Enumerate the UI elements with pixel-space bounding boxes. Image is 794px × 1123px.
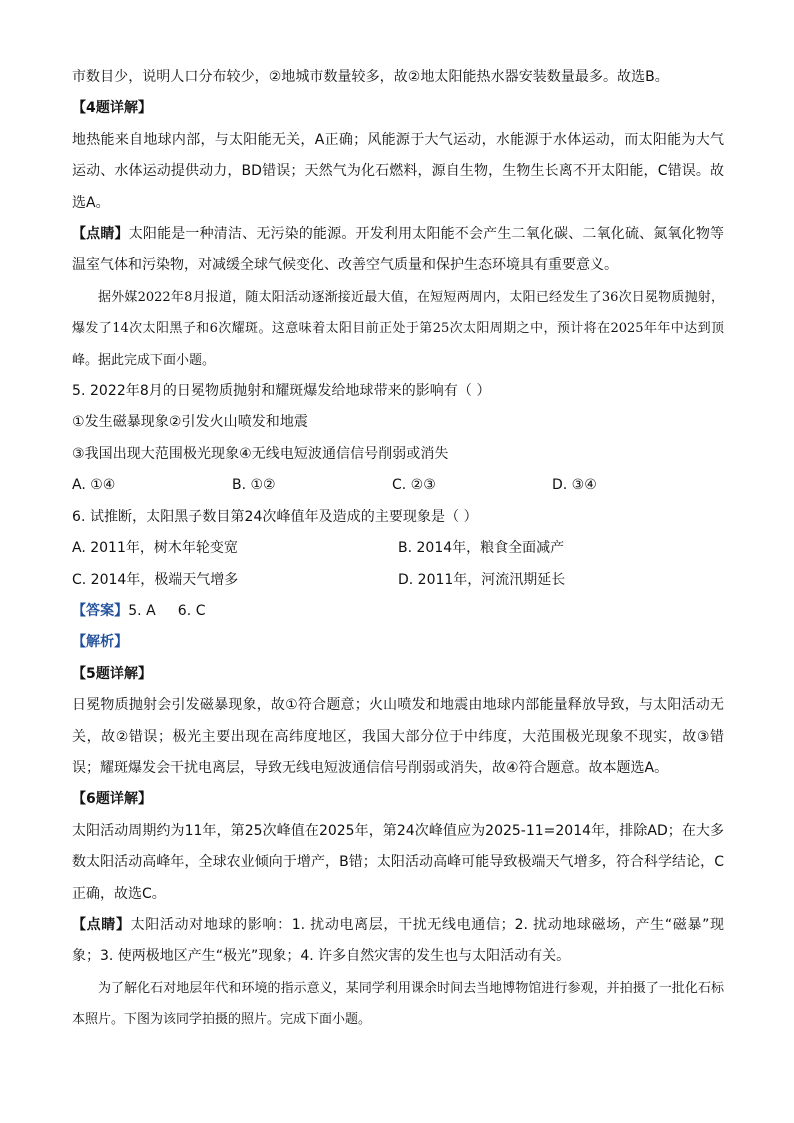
option-b: B. 2014年，粮食全面减产 xyxy=(398,540,565,557)
tip-paragraph-2 xyxy=(72,910,724,973)
q4-detail-heading: 【4题详解】 xyxy=(72,100,153,117)
previous-explanation-tail: 市数目少，说明人口分布较少，②地城市数量较多，故②地太阳能热水器安装数量最多。故选B。 xyxy=(72,69,669,85)
q6-detail-heading: 【6题详解】 xyxy=(72,791,153,808)
option-d: D. 2011年，河流汛期延长 xyxy=(398,571,566,588)
reading-material-fossil: 为了解化石对地层年代和环境的指示意义，某同学利用课余时间去当地博物馆进行参观，并拍摄了一批化石标本照片。下图为该同学拍摄的照片。完成下面小题。 xyxy=(72,980,724,1028)
answer-6: 6. C xyxy=(177,602,206,619)
q5-detail-heading: 【5题详解】 xyxy=(72,665,153,682)
analysis-heading: 【解析】 xyxy=(72,634,129,651)
document-page xyxy=(72,62,724,1036)
tip-paragraph-1 xyxy=(72,219,724,282)
question-5-statement-1: ①发生磁暴现象②引发火山喷发和地震 xyxy=(72,414,308,431)
option-b: B. ①② xyxy=(232,477,276,494)
question-6-options-row-1 xyxy=(72,533,724,564)
option-c: C. ②③ xyxy=(392,477,436,494)
tip-label: 【点睛】 xyxy=(72,916,131,933)
answer-label: 【答案】 xyxy=(72,602,129,619)
tip-text: 太阳能是一种清洁、无污染的能源。开发利用太阳能不会产生二氧化碳、二氧化硫、氮氧化物等温室气体和污染物，对减缓全球气候变化、改善空气质量和保护生态环境具有重要意义。 xyxy=(72,226,725,274)
q4-detail-text: 地热能来自地球内部，与太阳能无关，A正确；风能源于大气运动，水能源于水体运动，而太阳能为大气运动、水体运动提供动力，BD错误；天然气为化石燃料，源自生物，生物生长离不开太阳能，C错误。故选A。 xyxy=(72,131,724,211)
question-6-options-row-2 xyxy=(72,565,724,596)
option-d: D. ③④ xyxy=(552,477,597,494)
option-a: A. ①④ xyxy=(72,477,116,494)
q6-detail-text: 太阳活动周期约为11年，第25次峰值在2025年，第24次峰值应为2025-11=2014年，排除AD；在大多数太阳活动高峰年，全球农业倾向于增产，B错；太阳活动高峰可能导致极端天气增多，符合科学结论，C正确，故选C。 xyxy=(72,822,724,902)
question-5-stem: 5. 2022年8月的日冕物质抛射和耀斑爆发给地球带来的影响有（ ） xyxy=(72,383,491,400)
question-6-stem: 6. 试推断，太阳黑子数目第24次峰值年及造成的主要现象是（ ） xyxy=(72,508,478,525)
tip-label: 【点睛】 xyxy=(72,226,129,243)
question-5-statement-2: ③我国出现大范围极光现象④无线电短波通信信号削弱或消失 xyxy=(72,445,449,462)
tip-text: 太阳活动对地球的影响：1. 扰动电离层，干扰无线电通信；2. 扰动地球磁场，产生“磁暴”现象；3. 使两极地区产生“极光”现象；4. 许多自然灾害的发生也与太阳活动有关。 xyxy=(72,916,724,965)
question-5-options xyxy=(72,470,724,501)
answer-5: 5. A xyxy=(128,602,156,619)
q5-detail-text: 日冕物质抛射会引发磁暴现象，故①符合题意；火山喷发和地震由地球内部能量释放导致，与太阳活动无关，故②错误；极光主要出现在高纬度地区，我国大部分位于中纬度，大范围极光现象不现实，故③错误；耀斑爆发会干扰电离层，导致无线电短波通信信号削弱或消失，故④符合题意。故本题选A。 xyxy=(72,697,724,776)
reading-material-solar: 据外媒2022年8月报道，随太阳活动逐渐接近最大值，在短短两周内，太阳已经发生了36次日冕物质抛射，爆发了14次太阳黑子和6次耀斑。这意味着太阳目前正处于第25次太阳周期之中，预计将在2025年年中达到顶峰。据此完成下面小题。 xyxy=(72,289,724,368)
option-c: C. 2014年，极端天气增多 xyxy=(72,571,239,588)
answer-line xyxy=(72,596,724,627)
option-a: A. 2011年，树木年轮变宽 xyxy=(72,540,238,557)
